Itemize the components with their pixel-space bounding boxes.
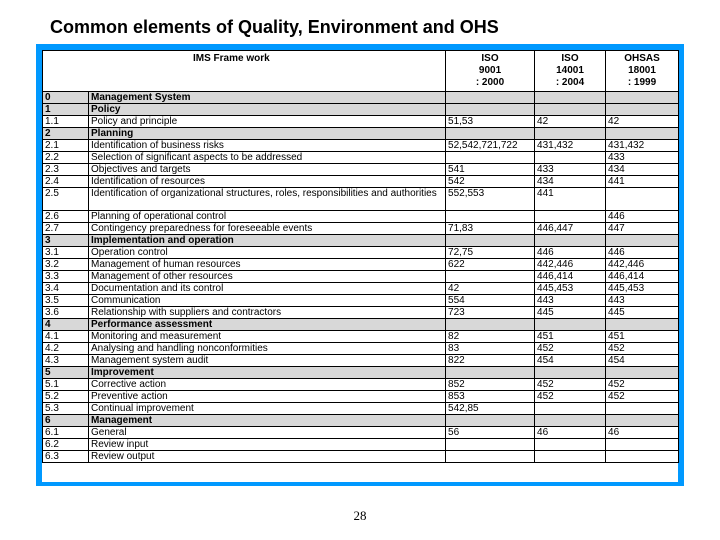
- row-number: 4.1: [43, 331, 89, 343]
- row-description: Selection of significant aspects to be addressed: [89, 152, 446, 164]
- row-iso9001: [446, 415, 535, 427]
- section-row: [43, 104, 679, 116]
- row-ohsas: 447: [606, 223, 679, 235]
- row-iso9001: 552,553: [446, 188, 535, 211]
- row-description: Review output: [89, 451, 446, 463]
- table-row: [43, 247, 679, 259]
- row-ohsas: [606, 367, 679, 379]
- row-description: Planning: [89, 128, 446, 140]
- row-iso9001: [446, 104, 535, 116]
- row-iso9001: 622: [446, 259, 535, 271]
- row-iso9001: 52,542,721,722: [446, 140, 535, 152]
- table-row: [43, 451, 679, 463]
- header-iso14001-line3: : 2004: [555, 77, 585, 88]
- row-ohsas: 431,432: [606, 140, 679, 152]
- row-iso14001: [535, 403, 606, 415]
- table-row: [43, 211, 679, 223]
- row-ohsas: 454: [606, 355, 679, 367]
- row-iso14001: 452: [535, 379, 606, 391]
- row-ohsas: 433: [606, 152, 679, 164]
- header-framework: IMS Frame work: [43, 51, 446, 92]
- row-description: Documentation and its control: [89, 283, 446, 295]
- row-ohsas: [606, 439, 679, 451]
- header-ohsas-line3: : 1999: [627, 77, 657, 88]
- row-iso14001: 445: [535, 307, 606, 319]
- row-number: 3: [43, 235, 89, 247]
- row-number: 5: [43, 367, 89, 379]
- row-ohsas: 452: [606, 379, 679, 391]
- row-number: 2.3: [43, 164, 89, 176]
- row-ohsas: [606, 451, 679, 463]
- row-ohsas: 446,414: [606, 271, 679, 283]
- row-iso14001: [535, 415, 606, 427]
- row-number: 6.1: [43, 427, 89, 439]
- header-iso9001-line1: ISO: [481, 53, 499, 64]
- row-ohsas: 42: [606, 116, 679, 128]
- row-iso9001: 822: [446, 355, 535, 367]
- header-iso14001: [535, 51, 606, 92]
- row-iso14001: 445,453: [535, 283, 606, 295]
- row-ohsas: 442,446: [606, 259, 679, 271]
- row-ohsas: 445,453: [606, 283, 679, 295]
- row-iso14001: 433: [535, 164, 606, 176]
- row-ohsas: 46: [606, 427, 679, 439]
- table-header-row: [43, 51, 679, 92]
- table-row: [43, 176, 679, 188]
- row-iso9001: 83: [446, 343, 535, 355]
- row-number: 6.3: [43, 451, 89, 463]
- table-row: [43, 391, 679, 403]
- row-ohsas: 452: [606, 343, 679, 355]
- row-iso9001: 82: [446, 331, 535, 343]
- row-iso9001: 56: [446, 427, 535, 439]
- section-row: [43, 367, 679, 379]
- row-description: Management of human resources: [89, 259, 446, 271]
- row-iso14001: 452: [535, 391, 606, 403]
- row-number: 3.2: [43, 259, 89, 271]
- row-iso14001: [535, 211, 606, 223]
- row-description: Corrective action: [89, 379, 446, 391]
- row-description: Operation control: [89, 247, 446, 259]
- row-ohsas: [606, 319, 679, 331]
- row-description: Identification of organizational structures, roles, responsibilities and authorities: [89, 188, 446, 211]
- row-ohsas: 445: [606, 307, 679, 319]
- row-iso9001: 723: [446, 307, 535, 319]
- header-iso14001-line1: ISO: [561, 53, 579, 64]
- row-iso9001: [446, 271, 535, 283]
- row-description: Implementation and operation: [89, 235, 446, 247]
- row-ohsas: [606, 403, 679, 415]
- row-ohsas: 443: [606, 295, 679, 307]
- row-description: Communication: [89, 295, 446, 307]
- row-number: 2.5: [43, 188, 89, 211]
- row-description: Policy: [89, 104, 446, 116]
- row-iso14001: [535, 439, 606, 451]
- row-iso9001: 51,53: [446, 116, 535, 128]
- row-ohsas: 446: [606, 211, 679, 223]
- row-number: 2.1: [43, 140, 89, 152]
- row-description: Objectives and targets: [89, 164, 446, 176]
- section-row: [43, 415, 679, 427]
- row-iso14001: [535, 319, 606, 331]
- row-iso9001: 71,83: [446, 223, 535, 235]
- row-description: Management System: [89, 92, 446, 104]
- row-description: Preventive action: [89, 391, 446, 403]
- table-row: [43, 307, 679, 319]
- row-description: Performance assessment: [89, 319, 446, 331]
- row-iso14001: 42: [535, 116, 606, 128]
- row-description: Identification of business risks: [89, 140, 446, 152]
- row-ohsas: [606, 235, 679, 247]
- table-row: [43, 116, 679, 128]
- row-iso14001: [535, 451, 606, 463]
- row-description: Management system audit: [89, 355, 446, 367]
- row-iso9001: 853: [446, 391, 535, 403]
- row-ohsas: [606, 415, 679, 427]
- row-iso14001: [535, 367, 606, 379]
- row-ohsas: 434: [606, 164, 679, 176]
- row-description: Management of other resources: [89, 271, 446, 283]
- row-iso9001: 554: [446, 295, 535, 307]
- row-description: General: [89, 427, 446, 439]
- row-number: 4: [43, 319, 89, 331]
- row-description: Review input: [89, 439, 446, 451]
- row-iso14001: 454: [535, 355, 606, 367]
- header-ohsas: [606, 51, 679, 92]
- row-iso14001: 442,446: [535, 259, 606, 271]
- table-row: [43, 331, 679, 343]
- row-description: Policy and principle: [89, 116, 446, 128]
- header-iso9001: [446, 51, 535, 92]
- row-iso9001: [446, 152, 535, 164]
- table-row: [43, 271, 679, 283]
- row-iso9001: 542: [446, 176, 535, 188]
- row-description: Relationship with suppliers and contractors: [89, 307, 446, 319]
- page-number: 28: [353, 508, 367, 523]
- row-description: Analysing and handling nonconformities: [89, 343, 446, 355]
- header-ohsas-line1: OHSAS: [624, 53, 660, 64]
- table-row: [43, 259, 679, 271]
- row-description: Continual improvement: [89, 403, 446, 415]
- row-number: 2: [43, 128, 89, 140]
- table-row: [43, 403, 679, 415]
- ims-comparison-table-container: [42, 50, 678, 482]
- row-number: 2.7: [43, 223, 89, 235]
- row-iso14001: 446: [535, 247, 606, 259]
- row-iso9001: 42: [446, 283, 535, 295]
- table-row: [43, 355, 679, 367]
- row-number: 5.3: [43, 403, 89, 415]
- row-ohsas: [606, 104, 679, 116]
- row-iso14001: 446,447: [535, 223, 606, 235]
- row-number: 6: [43, 415, 89, 427]
- row-ohsas: 452: [606, 391, 679, 403]
- row-iso9001: 541: [446, 164, 535, 176]
- row-iso9001: 852: [446, 379, 535, 391]
- table-row: [43, 343, 679, 355]
- header-ohsas-line2: 18001: [628, 65, 656, 76]
- row-iso9001: [446, 92, 535, 104]
- row-iso14001: [535, 92, 606, 104]
- row-number: 3.4: [43, 283, 89, 295]
- row-iso14001: 451: [535, 331, 606, 343]
- row-iso14001: [535, 152, 606, 164]
- row-iso9001: 72,75: [446, 247, 535, 259]
- row-ohsas: 446: [606, 247, 679, 259]
- row-number: 3.6: [43, 307, 89, 319]
- row-description: Improvement: [89, 367, 446, 379]
- row-iso14001: 46: [535, 427, 606, 439]
- table-row: [43, 283, 679, 295]
- section-row: [43, 128, 679, 140]
- row-ohsas: 451: [606, 331, 679, 343]
- table-row: [43, 379, 679, 391]
- row-description: Management: [89, 415, 446, 427]
- row-number: 2.2: [43, 152, 89, 164]
- slide-title: Common elements of Quality, Environment and OHS: [50, 17, 499, 37]
- row-ohsas: [606, 92, 679, 104]
- table-row: [43, 295, 679, 307]
- row-number: 4.2: [43, 343, 89, 355]
- row-number: 3.1: [43, 247, 89, 259]
- section-row: [43, 235, 679, 247]
- row-iso14001: [535, 128, 606, 140]
- row-number: 4.3: [43, 355, 89, 367]
- row-iso9001: [446, 451, 535, 463]
- row-iso9001: [446, 319, 535, 331]
- row-description: Contingency preparedness for foreseeable events: [89, 223, 446, 235]
- table-row: [43, 427, 679, 439]
- section-row: [43, 319, 679, 331]
- row-description: Monitoring and measurement: [89, 331, 446, 343]
- row-description: Planning of operational control: [89, 211, 446, 223]
- table-row: [43, 164, 679, 176]
- row-iso14001: 434: [535, 176, 606, 188]
- row-iso14001: 452: [535, 343, 606, 355]
- row-number: 6.2: [43, 439, 89, 451]
- row-iso9001: [446, 367, 535, 379]
- row-iso14001: 446,414: [535, 271, 606, 283]
- row-number: 1: [43, 104, 89, 116]
- table-row: [43, 152, 679, 164]
- table-row: [43, 188, 679, 211]
- row-iso9001: 542,85: [446, 403, 535, 415]
- row-number: 3.5: [43, 295, 89, 307]
- row-iso14001: 441: [535, 188, 606, 211]
- row-iso9001: [446, 128, 535, 140]
- row-number: 2.6: [43, 211, 89, 223]
- row-iso14001: [535, 235, 606, 247]
- row-iso14001: [535, 104, 606, 116]
- header-iso9001-line3: : 2000: [475, 77, 505, 88]
- row-number: 2.4: [43, 176, 89, 188]
- header-iso9001-line2: 9001: [478, 65, 502, 76]
- row-description: Identification of resources: [89, 176, 446, 188]
- row-number: 0: [43, 92, 89, 104]
- row-iso14001: 443: [535, 295, 606, 307]
- table-row: [43, 223, 679, 235]
- ims-comparison-table: [42, 50, 679, 463]
- row-ohsas: [606, 188, 679, 211]
- row-iso9001: [446, 211, 535, 223]
- table-row: [43, 439, 679, 451]
- header-iso14001-line2: 14001: [556, 65, 584, 76]
- row-number: 1.1: [43, 116, 89, 128]
- row-ohsas: 441: [606, 176, 679, 188]
- row-iso14001: 431,432: [535, 140, 606, 152]
- row-number: 5.1: [43, 379, 89, 391]
- row-ohsas: [606, 128, 679, 140]
- row-number: 3.3: [43, 271, 89, 283]
- table-row: [43, 140, 679, 152]
- row-number: 5.2: [43, 391, 89, 403]
- section-row: [43, 92, 679, 104]
- row-iso9001: [446, 439, 535, 451]
- row-iso9001: [446, 235, 535, 247]
